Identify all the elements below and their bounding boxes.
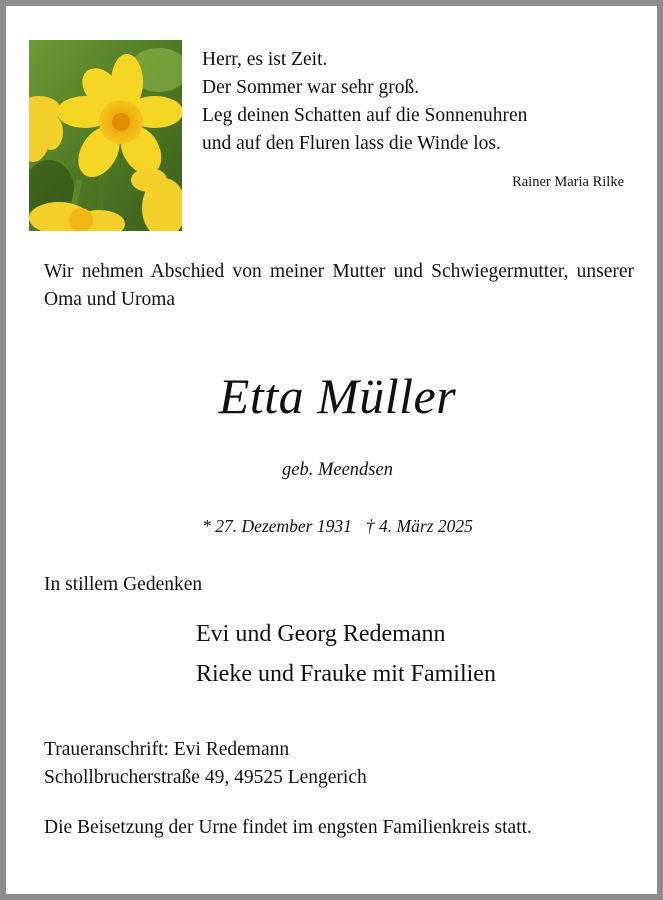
death-date: † 4. März 2025 bbox=[365, 516, 473, 536]
mourner-line: Rieke und Frauke mit Familien bbox=[196, 661, 496, 687]
farewell-intro: Wir nehmen Abschied von meiner Mutter und Schwiegermutter, unserer Oma und Uroma bbox=[44, 261, 634, 310]
birth-name: geb. Meendsen bbox=[282, 460, 393, 480]
poem-line: und auf den Fluren lass die Winde los. bbox=[202, 133, 501, 154]
life-dates bbox=[6, 516, 663, 537]
mourner-line: Evi und Georg Redemann bbox=[196, 621, 446, 647]
daffodil-photo bbox=[29, 40, 182, 231]
address-line: Traueranschrift: Evi Redemann bbox=[44, 739, 290, 760]
burial-note: Die Beisetzung der Urne findet im engsten Familienkreis statt. bbox=[44, 817, 532, 838]
poem-author: Rainer Maria Rilke bbox=[512, 174, 624, 190]
memory-line: In stillem Gedenken bbox=[44, 574, 203, 595]
mourning-address bbox=[44, 736, 367, 792]
poem-line: Herr, es ist Zeit. bbox=[202, 49, 328, 70]
deceased-name: Etta Müller bbox=[218, 368, 457, 424]
birth-date: * 27. Dezember 1931 bbox=[202, 516, 352, 536]
address-line: Schollbrucherstraße 49, 49525 Lengerich bbox=[44, 767, 367, 788]
daffodil-icon bbox=[29, 40, 182, 231]
poem-line: Leg deinen Schatten auf die Sonnenuhren bbox=[202, 105, 528, 126]
mourners bbox=[196, 614, 496, 694]
poem bbox=[202, 46, 642, 158]
poem-line: Der Sommer war sehr groß. bbox=[202, 77, 420, 98]
